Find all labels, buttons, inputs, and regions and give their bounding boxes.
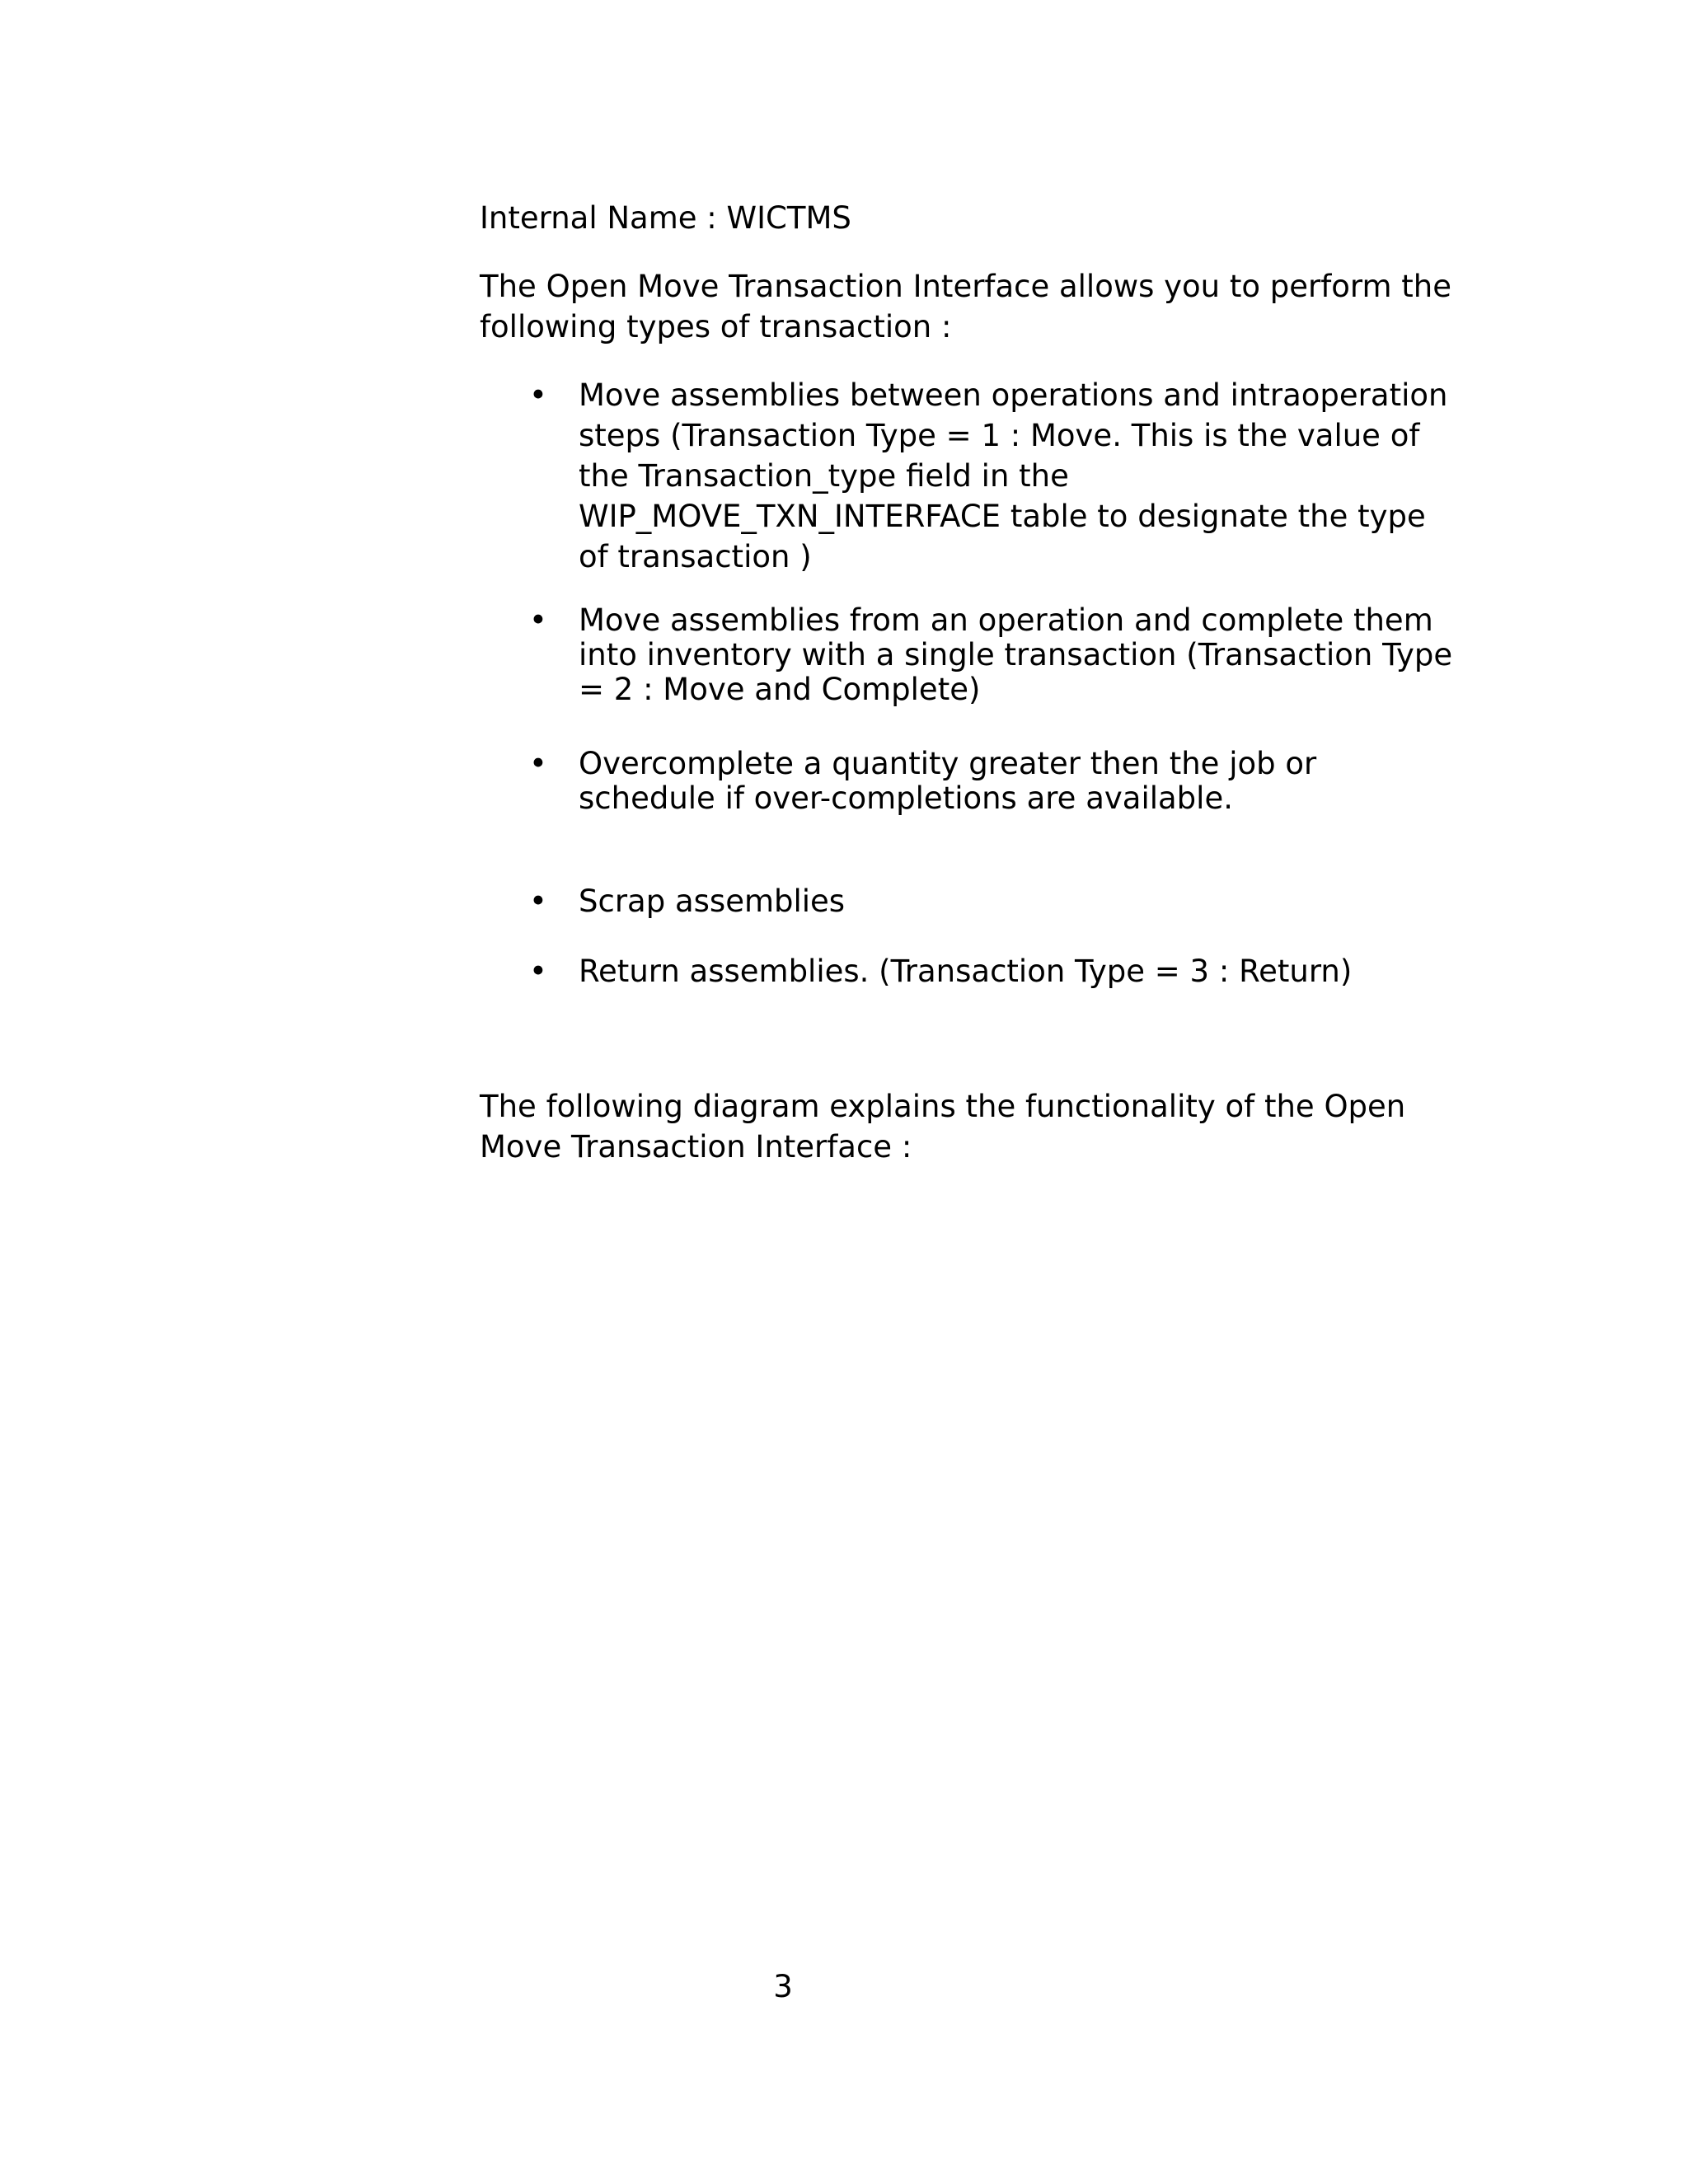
bullet-icon: • bbox=[529, 746, 547, 781]
internal-name: Internal Name : WICTMS bbox=[480, 200, 851, 236]
bullet-text: Scrap assemblies bbox=[579, 883, 846, 919]
bullet-icon: • bbox=[529, 377, 547, 413]
page-number: 3 bbox=[773, 1969, 793, 2004]
bullet-icon: • bbox=[529, 883, 547, 919]
bullet-text: Return assemblies. (Transaction Type = 3 : Return) bbox=[579, 954, 1353, 989]
bullet-text: Move assemblies from an operation and complete them into inventory with a single transaction (Transaction Type = 2 : Move and Complete) bbox=[579, 602, 1453, 707]
intro-paragraph: The Open Move Transaction Interface allows you to perform the following types of transaction : bbox=[480, 269, 1452, 344]
bullet-text: Overcomplete a quantity greater then the job or schedule if over-completions are available. bbox=[579, 746, 1317, 816]
bullet-text: Move assemblies between operations and intraoperation steps (Transaction Type = 1 : Move. This is the value of the Transaction_type field in the WIP_MOVE_TXN_INTERFACE table to designate the type of transaction ) bbox=[579, 377, 1448, 574]
bullet-icon: • bbox=[529, 954, 547, 989]
bullet-icon: • bbox=[529, 602, 547, 638]
diagram-intro-paragraph: The following diagram explains the functionality of the Open Move Transaction Interface : bbox=[480, 1089, 1406, 1165]
